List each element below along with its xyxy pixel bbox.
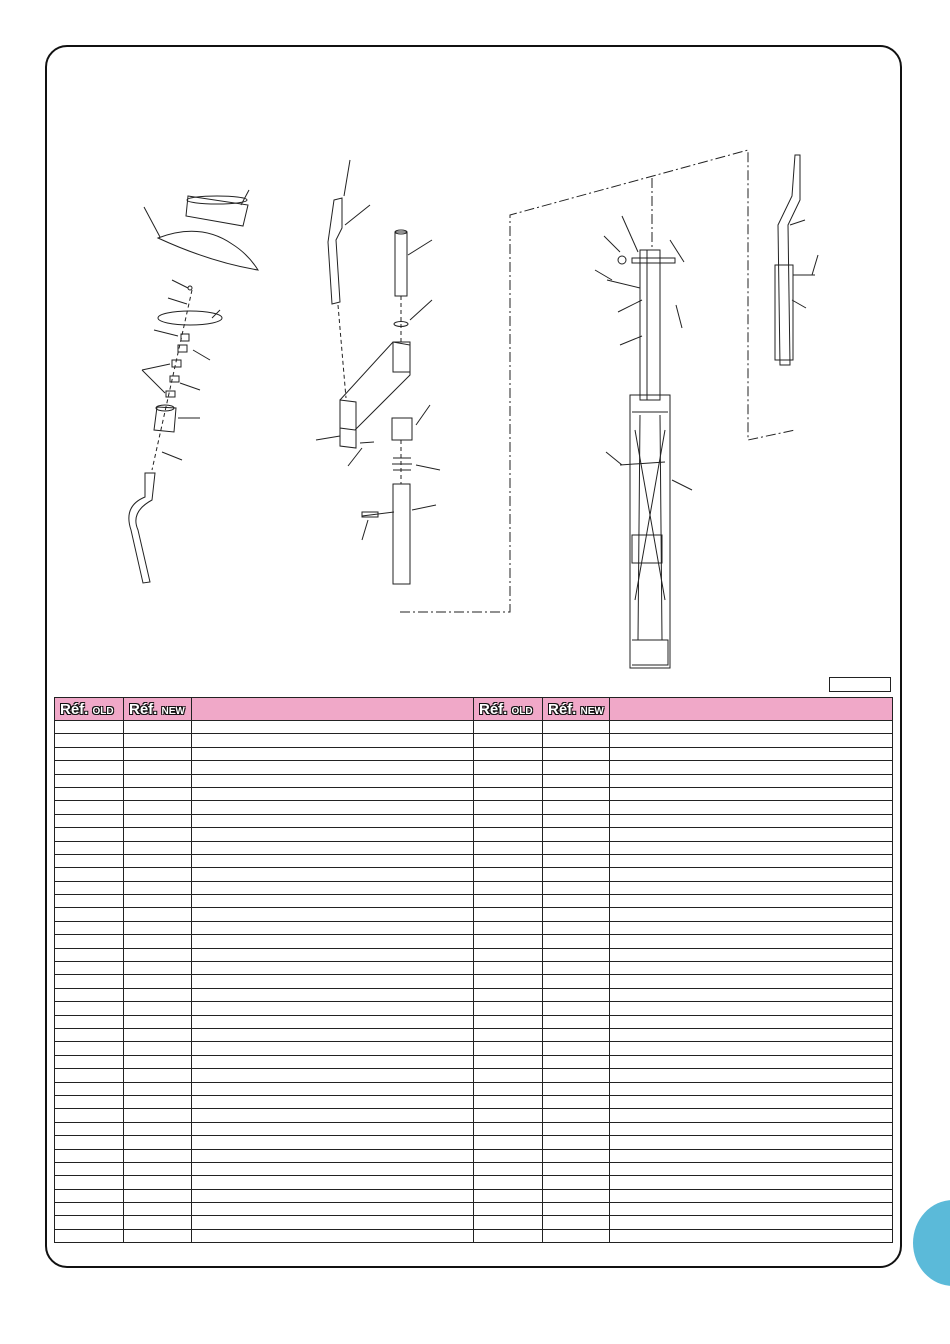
table-cell [543, 988, 610, 1001]
table-cell [124, 734, 192, 747]
table-cell [474, 1149, 543, 1162]
table-cell [55, 801, 124, 814]
table-cell [124, 828, 192, 841]
table-cell [192, 1095, 474, 1108]
table-row [55, 895, 893, 908]
table-cell [543, 962, 610, 975]
table-cell [192, 921, 474, 934]
table-header-row [55, 698, 893, 721]
table-cell [610, 895, 893, 908]
table-cell [474, 1203, 543, 1216]
table-cell [474, 1162, 543, 1175]
table-cell [55, 1055, 124, 1068]
table-cell [474, 921, 543, 934]
table-cell [610, 801, 893, 814]
table-cell [610, 1136, 893, 1149]
table-cell [610, 1176, 893, 1189]
table-cell [474, 895, 543, 908]
table-cell [610, 734, 893, 747]
table-cell [474, 881, 543, 894]
table-cell [474, 935, 543, 948]
table-cell [192, 747, 474, 760]
table-cell [474, 774, 543, 787]
table-cell [55, 1042, 124, 1055]
table-cell [543, 948, 610, 961]
table-cell [192, 1176, 474, 1189]
header-ref-new-left: Réf. NEW [124, 698, 192, 721]
table-cell [610, 721, 893, 734]
table-cell [610, 747, 893, 760]
table-cell [124, 1109, 192, 1122]
table-cell [474, 1015, 543, 1028]
reference-label-box [829, 677, 891, 692]
page-tab [913, 1200, 950, 1286]
table-cell [124, 975, 192, 988]
table-cell [543, 1095, 610, 1108]
table-cell [192, 1149, 474, 1162]
table-cell [543, 881, 610, 894]
table-cell [610, 1055, 893, 1068]
table-cell [474, 1122, 543, 1135]
table-cell [124, 761, 192, 774]
table-row [55, 1122, 893, 1135]
parts-table [54, 697, 893, 1243]
table-row [55, 1082, 893, 1095]
table-cell [192, 828, 474, 841]
table-cell [55, 1216, 124, 1229]
table-row [55, 948, 893, 961]
table-row [55, 975, 893, 988]
table-row [55, 814, 893, 827]
table-cell [124, 988, 192, 1001]
table-cell [192, 868, 474, 881]
table-cell [55, 1109, 124, 1122]
table-cell [55, 1095, 124, 1108]
table-cell [474, 828, 543, 841]
table-cell [124, 1028, 192, 1041]
table-row [55, 1002, 893, 1015]
table-cell [610, 1189, 893, 1202]
table-cell [192, 1229, 474, 1242]
table-cell [610, 787, 893, 800]
table-cell [124, 1229, 192, 1242]
header-ref-new-right: Réf. NEW [543, 698, 610, 721]
table-cell [192, 1015, 474, 1028]
table-row [55, 908, 893, 921]
table-cell [543, 1042, 610, 1055]
table-cell [124, 1122, 192, 1135]
table-cell [192, 988, 474, 1001]
table-cell [610, 935, 893, 948]
table-cell [124, 895, 192, 908]
table-row [55, 1095, 893, 1108]
table-cell [610, 948, 893, 961]
table-cell [124, 908, 192, 921]
table-cell [192, 948, 474, 961]
table-cell [124, 841, 192, 854]
table-cell [55, 774, 124, 787]
table-cell [543, 1203, 610, 1216]
table-cell [610, 881, 893, 894]
table-cell [543, 1216, 610, 1229]
table-row [55, 1042, 893, 1055]
table-cell [192, 854, 474, 867]
table-row [55, 962, 893, 975]
table-cell [124, 854, 192, 867]
table-cell [192, 975, 474, 988]
table-cell [543, 1176, 610, 1189]
table-row [55, 868, 893, 881]
table-cell [192, 1082, 474, 1095]
table-cell [55, 895, 124, 908]
table-cell [55, 721, 124, 734]
table-cell [610, 1203, 893, 1216]
table-cell [55, 1028, 124, 1041]
table-cell [543, 935, 610, 948]
table-cell [610, 1028, 893, 1041]
table-cell [543, 921, 610, 934]
table-cell [474, 1055, 543, 1068]
table-cell [124, 921, 192, 934]
table-row [55, 1149, 893, 1162]
table-cell [124, 1176, 192, 1189]
table-cell [610, 962, 893, 975]
table-cell [543, 1055, 610, 1068]
table-cell [55, 1162, 124, 1175]
table-cell [192, 801, 474, 814]
table-cell [124, 774, 192, 787]
table-cell [543, 1229, 610, 1242]
table-cell [610, 814, 893, 827]
table-cell [543, 1149, 610, 1162]
table-cell [543, 1189, 610, 1202]
table-row [55, 721, 893, 734]
table-cell [543, 1082, 610, 1095]
table-cell [543, 854, 610, 867]
table-cell [55, 841, 124, 854]
table-row [55, 828, 893, 841]
header-description-left [192, 698, 474, 721]
table-cell [474, 1095, 543, 1108]
table-cell [192, 1055, 474, 1068]
table-cell [55, 734, 124, 747]
table-cell [124, 1216, 192, 1229]
table-row [55, 854, 893, 867]
table-cell [55, 881, 124, 894]
table-row [55, 801, 893, 814]
table-cell [474, 1069, 543, 1082]
shade-assembly [129, 196, 258, 583]
table-cell [610, 921, 893, 934]
table-cell [124, 1136, 192, 1149]
table-cell [610, 868, 893, 881]
header-ref-old-right: Réf. OLD [474, 698, 543, 721]
table-cell [543, 868, 610, 881]
table-cell [543, 734, 610, 747]
table-cell [124, 1189, 192, 1202]
table-cell [55, 854, 124, 867]
table-row [55, 747, 893, 760]
table-cell [192, 774, 474, 787]
table-cell [124, 1069, 192, 1082]
table-cell [124, 787, 192, 800]
table-cell [543, 975, 610, 988]
table-cell [55, 1149, 124, 1162]
table-cell [610, 975, 893, 988]
right-pole [775, 155, 815, 365]
table-cell [55, 988, 124, 1001]
table-cell [55, 962, 124, 975]
table-row [55, 1162, 893, 1175]
table-cell [474, 787, 543, 800]
table-cell [124, 868, 192, 881]
table-row [55, 1015, 893, 1028]
table-cell [543, 1122, 610, 1135]
table-cell [543, 841, 610, 854]
table-cell [192, 1109, 474, 1122]
table-cell [124, 1042, 192, 1055]
table-cell [55, 1015, 124, 1028]
header-description-right [610, 698, 893, 721]
table-cell [474, 841, 543, 854]
table-cell [474, 1002, 543, 1015]
table-cell [474, 975, 543, 988]
table-row [55, 774, 893, 787]
table-cell [55, 868, 124, 881]
table-row [55, 921, 893, 934]
table-cell [55, 1229, 124, 1242]
table-cell [124, 881, 192, 894]
table-cell [543, 787, 610, 800]
table-cell [610, 1229, 893, 1242]
table-cell [610, 1042, 893, 1055]
table-cell [543, 721, 610, 734]
table-row [55, 1109, 893, 1122]
table-cell [610, 1109, 893, 1122]
table-cell [474, 948, 543, 961]
table-cell [55, 1002, 124, 1015]
table-cell [610, 988, 893, 1001]
table-cell [474, 988, 543, 1001]
table-cell [543, 1109, 610, 1122]
table-cell [192, 1162, 474, 1175]
table-cell [474, 801, 543, 814]
table-cell [610, 841, 893, 854]
table-cell [474, 868, 543, 881]
table-row [55, 988, 893, 1001]
table-cell [610, 761, 893, 774]
table-cell [474, 962, 543, 975]
table-cell [543, 1028, 610, 1041]
table-row [55, 761, 893, 774]
table-cell [474, 1216, 543, 1229]
table-row [55, 1189, 893, 1202]
table-cell [474, 1042, 543, 1055]
table-cell [610, 908, 893, 921]
table-cell [610, 828, 893, 841]
table-cell [55, 921, 124, 934]
table-cell [124, 1082, 192, 1095]
table-cell [474, 814, 543, 827]
table-cell [192, 761, 474, 774]
table-cell [543, 801, 610, 814]
table-row [55, 1028, 893, 1041]
table-cell [124, 1203, 192, 1216]
table-cell [55, 1176, 124, 1189]
table-cell [610, 854, 893, 867]
table-cell [543, 814, 610, 827]
table-cell [55, 814, 124, 827]
table-cell [543, 1069, 610, 1082]
table-row [55, 1216, 893, 1229]
table-row [55, 1203, 893, 1216]
table-cell [55, 935, 124, 948]
table-cell [124, 1149, 192, 1162]
table-cell [474, 1229, 543, 1242]
table-cell [543, 828, 610, 841]
table-row [55, 787, 893, 800]
table-cell [55, 747, 124, 760]
table-cell [192, 962, 474, 975]
table-cell [55, 908, 124, 921]
table-cell [124, 1055, 192, 1068]
table-row [55, 1176, 893, 1189]
table-cell [192, 1189, 474, 1202]
table-cell [192, 1203, 474, 1216]
table-cell [474, 1082, 543, 1095]
header-ref-old-left: Réf. OLD [55, 698, 124, 721]
table-row [55, 1069, 893, 1082]
table-row [55, 841, 893, 854]
table-cell [192, 1216, 474, 1229]
table-cell [474, 761, 543, 774]
table-cell [124, 962, 192, 975]
table-cell [55, 1082, 124, 1095]
table-cell [124, 1162, 192, 1175]
table-cell [55, 1189, 124, 1202]
table-cell [610, 1216, 893, 1229]
table-cell [124, 1095, 192, 1108]
table-row [55, 1136, 893, 1149]
table-cell [124, 721, 192, 734]
table-cell [474, 734, 543, 747]
table-cell [192, 1042, 474, 1055]
table-cell [192, 895, 474, 908]
table-cell [474, 1189, 543, 1202]
table-cell [543, 761, 610, 774]
table-cell [55, 975, 124, 988]
table-cell [55, 1122, 124, 1135]
table-row [55, 881, 893, 894]
stand-dashed-outline [400, 150, 795, 612]
table-cell [610, 1069, 893, 1082]
table-cell [55, 761, 124, 774]
table-cell [543, 1136, 610, 1149]
table-cell [55, 1203, 124, 1216]
table-cell [192, 881, 474, 894]
right-leaders [595, 216, 818, 490]
table-cell [610, 1015, 893, 1028]
table-cell [124, 801, 192, 814]
table-cell [55, 828, 124, 841]
table-cell [192, 1136, 474, 1149]
table-cell [543, 908, 610, 921]
table-cell [610, 1095, 893, 1108]
table-cell [543, 1015, 610, 1028]
table-cell [610, 774, 893, 787]
table-cell [474, 747, 543, 760]
table-cell [192, 814, 474, 827]
table-cell [474, 1176, 543, 1189]
table-cell [543, 747, 610, 760]
table-cell [192, 734, 474, 747]
table-cell [192, 787, 474, 800]
table-cell [192, 1028, 474, 1041]
table-cell [474, 908, 543, 921]
table-row [55, 1229, 893, 1242]
table-cell [610, 1149, 893, 1162]
table-row [55, 1055, 893, 1068]
table-cell [192, 935, 474, 948]
table-cell [55, 787, 124, 800]
table-cell [55, 1136, 124, 1149]
table-cell [55, 948, 124, 961]
table-cell [124, 935, 192, 948]
table-cell [543, 1162, 610, 1175]
table-cell [124, 948, 192, 961]
table-cell [610, 1002, 893, 1015]
middle-axis [338, 296, 401, 484]
table-cell [543, 1002, 610, 1015]
table-cell [192, 908, 474, 921]
table-cell [55, 1069, 124, 1082]
table-cell [474, 1028, 543, 1041]
table-cell [124, 747, 192, 760]
table-cell [474, 1136, 543, 1149]
table-row [55, 734, 893, 747]
middle-leaders [316, 160, 440, 540]
table-cell [474, 854, 543, 867]
table-row [55, 935, 893, 948]
table-cell [192, 1122, 474, 1135]
table-cell [192, 841, 474, 854]
table-cell [474, 721, 543, 734]
table-cell [192, 1069, 474, 1082]
table-cell [610, 1122, 893, 1135]
table-cell [543, 774, 610, 787]
table-cell [610, 1082, 893, 1095]
table-cell [124, 814, 192, 827]
table-cell [124, 1002, 192, 1015]
table-cell [543, 895, 610, 908]
arm-assembly [328, 198, 412, 584]
table-cell [610, 1162, 893, 1175]
table-cell [474, 1109, 543, 1122]
stand-assembly [607, 250, 675, 668]
table-cell [192, 721, 474, 734]
table-cell [124, 1015, 192, 1028]
table-cell [192, 1002, 474, 1015]
